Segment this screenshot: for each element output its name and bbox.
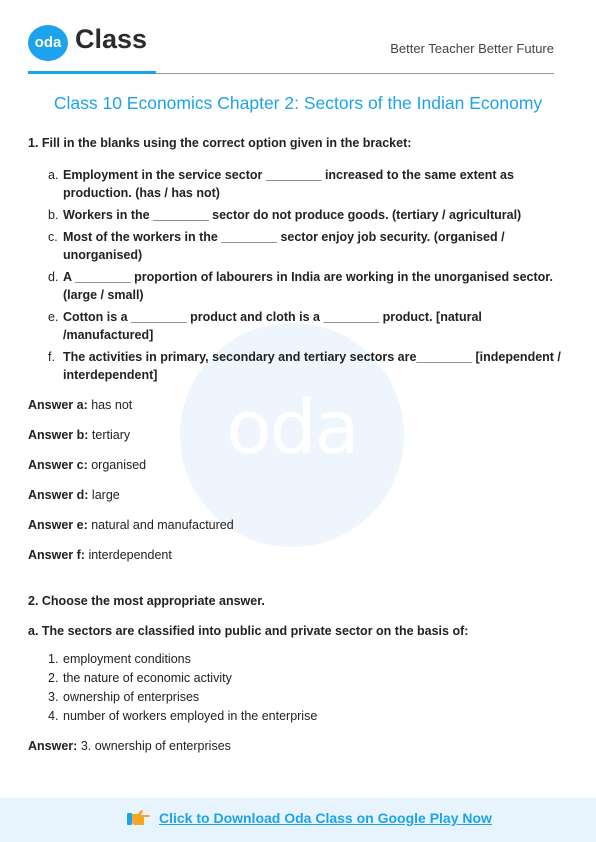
option-text: number of workers employed in the enterprise xyxy=(63,709,318,723)
answer-label: Answer d: xyxy=(28,488,89,502)
list-item xyxy=(28,669,568,687)
answer-value: has not xyxy=(91,398,133,412)
item-marker: d. xyxy=(48,270,59,284)
download-app-link[interactable]: Click to Download Oda Class on Google Play Now xyxy=(159,810,492,826)
answer-label: Answer a: xyxy=(28,398,88,412)
answer-label: Answer: xyxy=(28,739,78,753)
item-marker: f. xyxy=(48,350,55,364)
answer-b xyxy=(28,426,568,444)
answer-label: Answer e: xyxy=(28,518,88,532)
item-marker: b. xyxy=(48,208,59,222)
pointing-hand-icon xyxy=(127,808,151,828)
answer-c xyxy=(28,456,568,474)
option-text: employment conditions xyxy=(63,652,191,666)
tagline: Better Teacher Better Future xyxy=(390,41,554,56)
item-marker: a. xyxy=(48,168,59,182)
list-item xyxy=(28,268,568,304)
q1-items xyxy=(28,166,568,384)
item-marker: e. xyxy=(48,310,59,324)
content xyxy=(28,136,568,755)
list-item xyxy=(28,228,568,264)
answer-e xyxy=(28,516,568,534)
item-text: Employment in the service sector ________ increased to the same extent as production. (has / has not) xyxy=(63,168,514,200)
answer-d xyxy=(28,486,568,504)
q2-sub-heading: a. The sectors are classified into public and private sector on the basis of: xyxy=(28,624,469,638)
item-text: A ________ proportion of labourers in India are working in the unorganised sector. (large / small) xyxy=(63,270,553,302)
answer-f xyxy=(28,546,568,564)
answer-value: natural and manufactured xyxy=(91,518,234,532)
watermark-text: oda xyxy=(226,385,358,471)
option-text: ownership of enterprises xyxy=(63,690,200,704)
item-text: The activities in primary, secondary and tertiary sectors are________ [independent / interdependent] xyxy=(63,350,561,382)
answer-value: interdependent xyxy=(88,548,172,562)
list-item xyxy=(28,707,568,725)
answer-value: 3. ownership of enterprises xyxy=(80,739,231,753)
list-item xyxy=(28,688,568,706)
option-marker: 4. xyxy=(48,709,59,723)
item-text: Workers in the ________ sector do not produce goods. (tertiary / agricultural) xyxy=(63,208,522,222)
answer-label: Answer f: xyxy=(28,548,85,562)
item-marker: c. xyxy=(48,230,58,244)
option-marker: 3. xyxy=(48,690,59,704)
answer-a xyxy=(28,396,568,414)
item-text: Cotton is a ________ product and cloth is a ________ product. [natural /manufactured] xyxy=(63,310,482,342)
list-item xyxy=(28,348,568,384)
q2-answer xyxy=(28,737,568,755)
list-item xyxy=(28,166,568,202)
header-accent-bar xyxy=(28,71,156,74)
option-marker: 2. xyxy=(48,671,59,685)
document-title: Class 10 Economics Chapter 2: Sectors of the Indian Economy xyxy=(53,93,543,113)
list-item xyxy=(28,308,568,344)
answer-label: Answer c: xyxy=(28,458,88,472)
answer-value: tertiary xyxy=(91,428,131,442)
oda-logo-mark[interactable]: oda xyxy=(28,25,68,61)
option-text: the nature of economic activity xyxy=(63,671,232,685)
list-item xyxy=(28,206,568,224)
q2-heading: 2. Choose the most appropriate answer. xyxy=(28,594,265,608)
item-text: Most of the workers in the ________ sector enjoy job security. (organised / unorganised) xyxy=(63,230,505,262)
list-item xyxy=(28,650,568,668)
page-header xyxy=(28,24,554,74)
answer-value: organised xyxy=(91,458,147,472)
logo-text[interactable]: Class xyxy=(75,24,148,54)
q2-options xyxy=(28,650,568,725)
footer-banner xyxy=(0,798,596,842)
answer-label: Answer b: xyxy=(28,428,89,442)
answer-value: large xyxy=(91,488,120,502)
q1-heading: 1. Fill in the blanks using the correct option given in the bracket: xyxy=(28,136,412,150)
option-marker: 1. xyxy=(48,652,59,666)
